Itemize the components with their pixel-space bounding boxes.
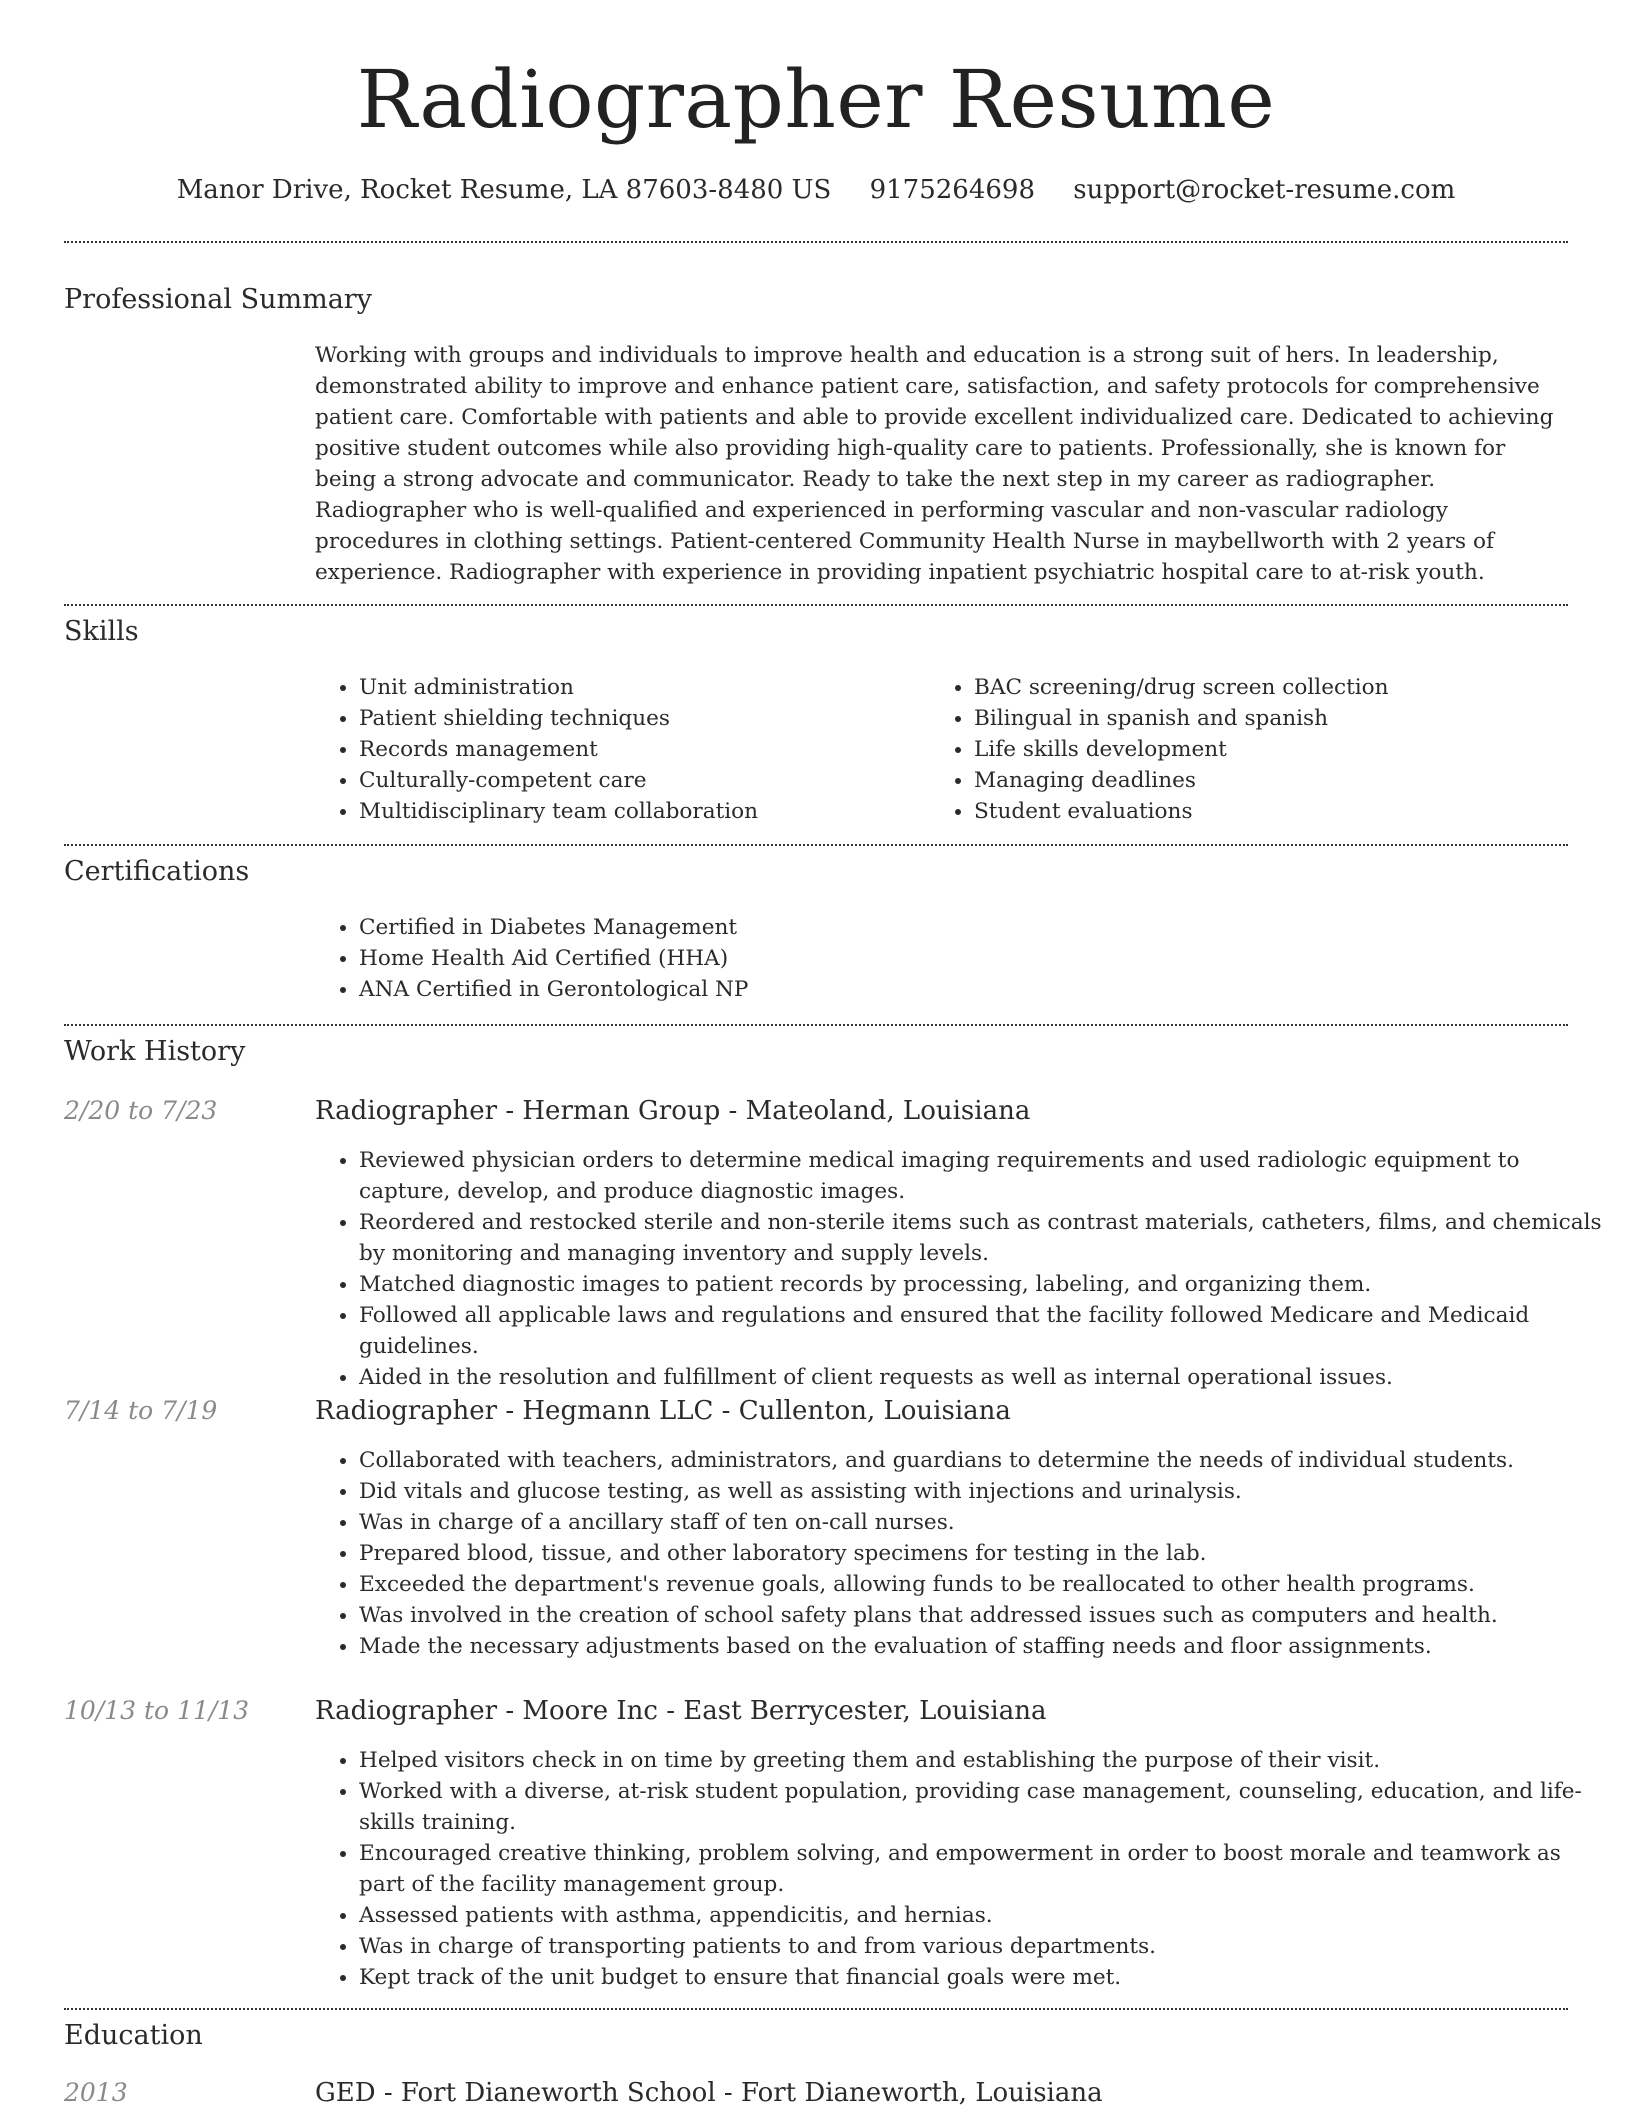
job-bullet: • Assessed patients with asthma, appendicitis, and hernias. [359, 1900, 1609, 1931]
skill-item: • BAC screening/drug screen collection [974, 672, 1604, 703]
job-bullet: • Was in charge of transporting patients to and from various departments. [359, 1931, 1609, 1962]
skill-item: • Patient shielding techniques [359, 703, 919, 734]
section-divider [64, 1024, 1568, 1026]
section-title-certifications: Certifications [64, 856, 250, 887]
job-bullet: • Aided in the resolution and fulfillment of client requests as well as internal operational issues. [359, 1362, 1609, 1393]
job-bullet: • Encouraged creative thinking, problem solving, and empowerment in order to boost morale and teamwork as part of the facility management group. [359, 1838, 1609, 1900]
job-bullet: • Prepared blood, tissue, and other laboratory specimens for testing in the lab. [359, 1538, 1609, 1569]
skill-item: • Culturally-competent care [359, 765, 919, 796]
job-bullet: • Worked with a diverse, at-risk student population, providing case management, counseling, education, and life-skills training. [359, 1776, 1609, 1838]
job-bullet: • Was in charge of a ancillary staff of ten on-call nurses. [359, 1507, 1609, 1538]
section-divider [64, 241, 1568, 243]
job-bullet: • Exceeded the department's revenue goals, allowing funds to be reallocated to other health programs. [359, 1569, 1609, 1600]
contact-phone: 9175264698 [869, 175, 1036, 205]
section-divider [64, 844, 1568, 846]
skill-item: • Managing deadlines [974, 765, 1604, 796]
contact-line [0, 172, 1632, 208]
certification-item: • ANA Certified in Gerontological NP [359, 974, 1609, 1005]
skills-list-right [930, 672, 1604, 827]
skill-item: • Records management [359, 734, 919, 765]
section-divider [64, 604, 1568, 606]
job-title: Radiographer - Hegmann LLC - Cullenton, Louisiana [315, 1396, 1011, 1426]
contact-address: Manor Drive, Rocket Resume, LA 87603-8480 US [176, 175, 832, 205]
skill-item: • Unit administration [359, 672, 919, 703]
certification-item: • Home Health Aid Certified (HHA) [359, 943, 1609, 974]
certification-item: • Certified in Diabetes Management [359, 912, 1609, 943]
job-bullet: • Made the necessary adjustments based on the evaluation of staffing needs and floor assignments. [359, 1631, 1609, 1662]
job-dates: 7/14 to 7/19 [64, 1396, 218, 1425]
job-bullet: • Was involved in the creation of school safety plans that addressed issues such as computers and health. [359, 1600, 1609, 1631]
section-title-education: Education [64, 2020, 203, 2051]
job-bullet: • Reordered and restocked sterile and non-sterile items such as contrast materials, catheters, films, and chemicals by monitoring and managing inventory and supply levels. [359, 1207, 1609, 1269]
job-title: Radiographer - Herman Group - Mateoland, Louisiana [315, 1096, 1031, 1126]
skill-item: • Bilingual in spanish and spanish [974, 703, 1604, 734]
skill-item: • Student evaluations [974, 796, 1604, 827]
contact-email: support@rocket-resume.com [1073, 175, 1456, 205]
job-dates: 10/13 to 11/13 [64, 1696, 250, 1725]
certifications-list [315, 912, 1609, 1005]
job-bullets [315, 1445, 1609, 1662]
job-bullet: • Collaborated with teachers, administrators, and guardians to determine the needs of individual students. [359, 1445, 1609, 1476]
section-title-work-history: Work History [64, 1036, 246, 1067]
job-bullets [315, 1145, 1609, 1393]
job-bullet: • Followed all applicable laws and regulations and ensured that the facility followed Medicare and Medicaid guidelines. [359, 1300, 1609, 1362]
skills-list-left [315, 672, 919, 827]
section-divider [64, 2008, 1568, 2010]
section-title-skills: Skills [64, 616, 139, 647]
resume-title: Radiographer Resume [356, 53, 1276, 146]
skill-item: • Life skills development [974, 734, 1604, 765]
job-bullet: • Did vitals and glucose testing, as well as assisting with injections and urinalysis. [359, 1476, 1609, 1507]
job-bullet: • Reviewed physician orders to determine medical imaging requirements and used radiologic equipment to capture, develop, and produce diagnostic images. [359, 1145, 1609, 1207]
job-bullet: • Matched diagnostic images to patient records by processing, labeling, and organizing them. [359, 1269, 1609, 1300]
education-title: GED - Fort Dianeworth School - Fort Dianeworth, Louisiana [315, 2078, 1103, 2108]
section-title-summary: Professional Summary [64, 284, 372, 315]
job-bullets [315, 1745, 1609, 1993]
job-bullet: • Kept track of the unit budget to ensure that financial goals were met. [359, 1962, 1609, 1993]
job-dates: 2/20 to 7/23 [64, 1096, 218, 1125]
summary-text: Working with groups and individuals to improve health and education is a strong suit of hers. In leadership, demonstrated ability to improve and enhance patient care, satisfaction, and safety protocols for comprehensive patient care. Comfortable with patients and able to provide excellent individualized care. Dedicated to achieving positive student outcomes while also providing high-quality care to patients. Professionally, she is known for being a strong advocate and communicator. Ready to take the next step in my career as radiographer. Radiographer who is well-qualified and experienced in performing vascular and non-vascular radiology procedures in clothing settings. Patient-centered Community Health Nurse in maybellworth with 2 years of experience. Radiographer with experience in providing inpatient psychiatric hospital care to at-risk youth. [315, 343, 1554, 585]
job-bullet: • Helped visitors check in on time by greeting them and establishing the purpose of their visit. [359, 1745, 1609, 1776]
skill-item: • Multidisciplinary team collaboration [359, 796, 919, 827]
job-title: Radiographer - Moore Inc - East Berrycester, Louisiana [315, 1696, 1047, 1726]
education-dates: 2013 [64, 2078, 128, 2107]
